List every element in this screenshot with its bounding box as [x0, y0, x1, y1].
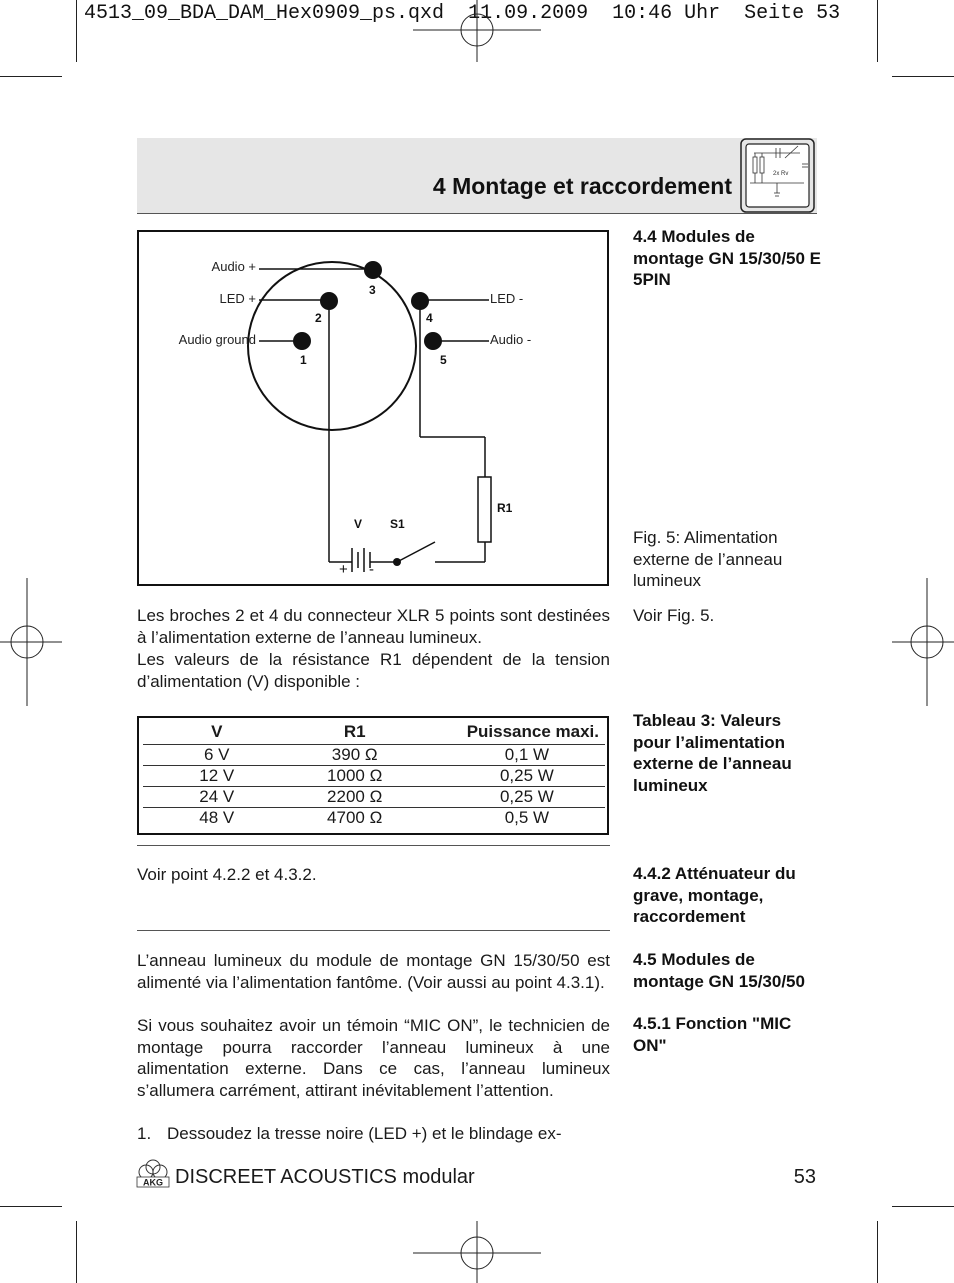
table-row [143, 808, 605, 829]
cell-power: 0,25 W [419, 787, 605, 808]
pin-label-audio-minus: Audio - [490, 332, 532, 347]
table-caption: Tableau 3: Valeurs pour l’alimentation externe de l’anneau lumineux [633, 711, 792, 795]
page-number: 53 [793, 1166, 816, 1188]
header-voltage: V [143, 720, 291, 745]
values-table-frame [137, 716, 609, 835]
pin-number-2: 2 [315, 311, 322, 325]
cell-voltage: 12 V [143, 766, 291, 787]
pin-label-audio-plus: Audio + [211, 259, 256, 274]
cell-power: 0,5 W [504, 808, 550, 827]
paragraph-r1-values: Les valeurs de la résistance R1 dépendent de la tension d’alimentation (V) disponible : [137, 650, 610, 691]
battery-minus: - [369, 561, 374, 578]
akg-logo-icon [134, 1157, 172, 1189]
section-divider [137, 930, 610, 931]
section-4-5-title: 4.5 Modules de montage GN 15/30/50 [633, 950, 805, 991]
table-row [143, 766, 605, 787]
header-power: Puissance maxi. [419, 720, 605, 745]
pin-number-3: 3 [369, 283, 376, 297]
step-text: Dessoudez la tresse noire (LED +) et le blindage ex- [167, 1124, 562, 1143]
resistor-label: R1 [497, 501, 513, 515]
cell-r1: 390 Ω [291, 745, 419, 766]
values-table [143, 720, 605, 828]
switch-label: S1 [390, 517, 405, 531]
pin-number-5: 5 [440, 353, 447, 367]
pin-3 [364, 261, 382, 279]
cell-power: 0,1 W [419, 745, 605, 766]
table-row [143, 745, 605, 766]
pin-label-led-plus: LED + [219, 291, 256, 306]
section-4-4-2-title: 4.4.2 Atténuateur du grave, montage, raccordement [633, 864, 796, 926]
figure-caption: Fig. 5: Alimentation externe de l’anneau lumineux [633, 528, 783, 590]
pin-label-audio-ground: Audio ground [178, 332, 256, 347]
xlr-wiring-diagram [139, 232, 607, 584]
step-number: 1. [137, 1124, 152, 1143]
wiring-diagram-frame [137, 230, 609, 586]
resistor-r1 [478, 477, 491, 542]
paragraph-mic-on: Si vous souhaitez avoir un témoin “MIC ON”, le technicien de montage pourra raccorder l’anneau lumineux à une alimentation externe. Dans ce cas, l’anneau lumineux s’allumera carrément, attirant inévitablement l’attention. [137, 1016, 610, 1100]
print-slug: 4513_09_BDA_DAM_Hex0909_ps.qxd 11.09.2009 10:46 Uhr Seite 53 [84, 2, 841, 25]
see-points-note: Voir point 4.2.2 et 4.3.2. [137, 865, 317, 884]
footer-product-name: DISCREET ACOUSTICS modular [175, 1166, 475, 1188]
svg-text:2x Rv: 2x Rv [773, 171, 789, 177]
header-r1: R1 [291, 720, 419, 745]
table-row [143, 787, 605, 808]
svg-text:AKG: AKG [143, 1177, 163, 1188]
cell-r1: 4700 Ω [327, 808, 383, 827]
voltage-label: V [354, 517, 363, 531]
pin-number-1: 1 [300, 353, 307, 367]
paragraph-phantom-power: L’anneau lumineux du module de montage GN 15/30/50 est alimenté via l’alimentation fantôme. (Voir aussi au point 4.3.1). [137, 951, 610, 992]
pin-5 [424, 332, 442, 350]
pin-number-4: 4 [426, 311, 433, 325]
paragraph-pins: Les broches 2 et 4 du connecteur XLR 5 points sont destinées à l’alimentation externe de l’anneau lumineux. [137, 606, 610, 647]
xlr-connector-outline [248, 262, 416, 430]
cell-voltage: 6 V [143, 745, 291, 766]
cell-r1: 2200 Ω [291, 787, 419, 808]
cell-voltage: 48 V [199, 808, 235, 827]
section-divider [137, 845, 610, 846]
circuit-icon [740, 138, 815, 213]
see-figure-note: Voir Fig. 5. [633, 606, 715, 625]
pin-1 [293, 332, 311, 350]
cell-r1: 1000 Ω [291, 766, 419, 787]
table-header-row [143, 720, 605, 745]
cell-voltage: 24 V [143, 787, 291, 808]
cell-power: 0,25 W [419, 766, 605, 787]
section-4-4-title: 4.4 Modules de montage GN 15/30/50 E 5PIN [633, 227, 822, 289]
battery-plus: + [339, 561, 348, 578]
chapter-title: 4 Montage et raccordement [432, 173, 732, 199]
section-4-5-1-title: 4.5.1 Fonction "MIC ON" [633, 1014, 792, 1055]
pin-label-led-minus: LED - [490, 291, 524, 306]
